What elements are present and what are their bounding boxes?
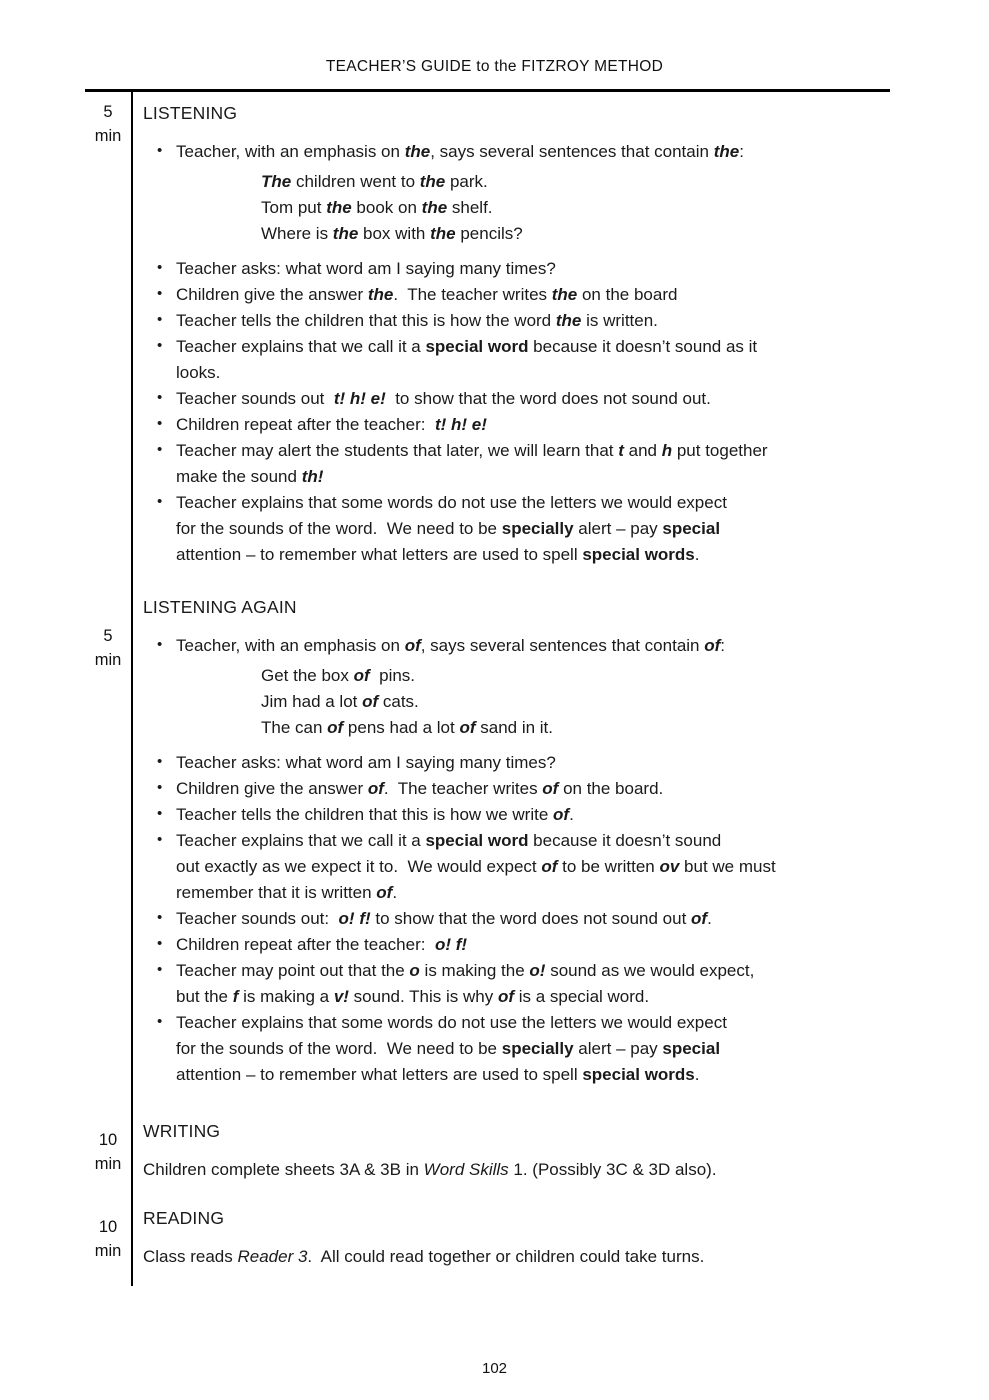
time-marker-inner — [85, 92, 131, 148]
text-run: 1. (Possibly 3C & 3D also). — [508, 1160, 717, 1179]
text-run: the — [332, 224, 359, 243]
text-run: of — [404, 636, 421, 655]
bullet-dot-icon: • — [157, 935, 163, 952]
text-run: Children give the answer — [176, 779, 368, 798]
text-run: Word Skills — [423, 1160, 509, 1179]
text-run: Teacher asks: what word am I saying many times? — [176, 753, 556, 772]
text-run: of — [542, 779, 559, 798]
section-title: WRITING — [143, 1121, 221, 1141]
text-run: but we must — [679, 857, 776, 876]
text-run: of — [497, 987, 514, 1006]
text-run: is written. — [581, 311, 658, 330]
text-run: special word — [425, 831, 529, 850]
text-run: make the sound — [176, 467, 302, 486]
text-run: park. — [445, 172, 488, 191]
bullet-dot-icon: • — [157, 779, 163, 796]
text-run: but the — [176, 987, 233, 1006]
bullet-dot-icon: • — [157, 142, 163, 159]
text-run: alert – pay — [573, 519, 663, 538]
text-run: on the board — [577, 285, 678, 304]
text-run: Teacher sounds out — [176, 389, 334, 408]
bullet-item — [143, 750, 890, 776]
time-value: 10 — [98, 1218, 118, 1236]
page-title: TEACHER’S GUIDE to the FITZROY METHOD — [325, 58, 664, 75]
text-run: , says several sentences that contain — [420, 636, 705, 655]
text-run: put together — [672, 441, 768, 460]
text-run: h — [661, 441, 673, 460]
text-run: remember that it is written — [176, 883, 377, 902]
bullet-item — [143, 386, 890, 412]
text-run: attention – to remember what letters are used to spell — [176, 545, 583, 564]
bullet-item — [143, 828, 890, 906]
text-run: special words — [582, 1065, 695, 1084]
text-run: ov — [659, 857, 680, 876]
time-value: 10 — [98, 1131, 118, 1149]
text-run: Class reads — [143, 1247, 238, 1266]
text-run: . — [694, 1065, 700, 1084]
text-run: f — [232, 987, 239, 1006]
text-run: Teacher explains that some words do not use the letters we would expect — [176, 1013, 727, 1032]
example-line — [261, 689, 890, 715]
bullet-dot-icon: • — [157, 415, 163, 432]
text-run: the — [430, 224, 456, 243]
text-run: . — [707, 909, 712, 928]
text-run: the — [419, 172, 446, 191]
text-run: Children complete sheets 3A & 3B in — [143, 1160, 424, 1179]
text-run: to be written — [557, 857, 660, 876]
text-run: Teacher explains that we call it a — [176, 831, 426, 850]
text-run: alert – pay — [573, 1039, 663, 1058]
text-run: Teacher, with an emphasis on — [176, 142, 405, 161]
text-run: because it doesn’t sound as it — [528, 337, 758, 356]
text-run: th! — [301, 467, 324, 486]
text-run: Reader 3 — [237, 1247, 308, 1266]
bullet-item — [143, 802, 890, 828]
bullet-item — [143, 1010, 890, 1088]
text-run: of — [376, 883, 393, 902]
section-content — [133, 1183, 890, 1286]
section-title: LISTENING — [143, 103, 238, 123]
text-run: specially — [501, 519, 574, 538]
text-run: of — [353, 666, 370, 685]
bullet-dot-icon: • — [157, 909, 163, 926]
text-run: Teacher sounds out: — [176, 909, 339, 928]
text-run: of — [367, 779, 384, 798]
section-reading — [85, 1183, 890, 1286]
text-run: the — [713, 142, 740, 161]
bullet-dot-icon: • — [157, 636, 163, 653]
text-run: for the sounds of the word. We need to be — [176, 519, 502, 538]
example-line — [261, 663, 890, 689]
text-run: of — [704, 636, 721, 655]
bullet-dot-icon: • — [157, 1013, 163, 1030]
text-run: of — [327, 718, 344, 737]
text-run: t — [618, 441, 624, 460]
time-unit: min — [94, 1242, 122, 1260]
text-run: of — [691, 909, 708, 928]
text-run: of — [553, 805, 570, 824]
text-run: t! h! e! — [434, 415, 487, 434]
example-line — [261, 221, 890, 247]
text-run: to show that the word does not sound out. — [385, 389, 711, 408]
text-run: special words — [582, 545, 695, 564]
text-run: . — [569, 805, 574, 824]
bullet-dot-icon: • — [157, 389, 163, 406]
text-run: attention – to remember what letters are used to spell — [176, 1065, 583, 1084]
time-marker — [85, 1088, 133, 1183]
bullet-dot-icon: • — [157, 805, 163, 822]
bullet-item — [143, 958, 890, 1010]
text-run: the — [421, 198, 448, 217]
bullet-item — [143, 490, 890, 568]
text-run: the — [555, 311, 582, 330]
text-run: : — [720, 636, 726, 655]
text-run: pens had a lot — [343, 718, 460, 737]
text-run: Teacher may point out that the — [176, 961, 410, 980]
text-run: sound. This is why — [348, 987, 498, 1006]
bullet-dot-icon: • — [157, 831, 163, 848]
example-line — [261, 169, 890, 195]
text-run: of — [459, 718, 476, 737]
text-run: . The teacher writes — [393, 285, 552, 304]
text-run: sound as we would expect, — [545, 961, 755, 980]
text-run: Tom put — [261, 198, 327, 217]
bullet-dot-icon: • — [157, 493, 163, 510]
text-run: , says several sentences that contain — [430, 142, 714, 161]
text-run: book on — [351, 198, 422, 217]
bullet-item — [143, 412, 890, 438]
section-listening — [85, 92, 890, 568]
bullet-item — [143, 282, 890, 308]
text-run: v! — [333, 987, 349, 1006]
bullet-dot-icon: • — [157, 441, 163, 458]
doc-table — [85, 92, 890, 1286]
text-run: children went to — [291, 172, 420, 191]
text-run: special — [662, 519, 721, 538]
bullet-item — [143, 256, 890, 282]
bullet-dot-icon: • — [157, 259, 163, 276]
section-text — [143, 1157, 890, 1183]
text-run: Teacher explains that we call it a — [176, 337, 426, 356]
example-line — [261, 195, 890, 221]
text-run: is making the — [419, 961, 530, 980]
time-value: 5 — [103, 627, 113, 645]
time-value: 5 — [103, 103, 113, 121]
page-number: 102 — [481, 1360, 508, 1377]
text-run: looks. — [176, 363, 221, 382]
text-run: Teacher may alert the students that later, we will learn that — [176, 441, 619, 460]
section-content — [133, 1088, 890, 1183]
bullet-dot-icon: • — [157, 285, 163, 302]
example-sentences — [261, 169, 890, 247]
bullet-dot-icon: • — [157, 961, 163, 978]
bullet-dot-icon: • — [157, 337, 163, 354]
bullet-item — [143, 139, 890, 165]
text-run: Where is — [261, 224, 333, 243]
text-run: . All could read together or children could take turns. — [307, 1247, 705, 1266]
text-run: o! f! — [338, 909, 371, 928]
text-run: and — [623, 441, 662, 460]
bullet-dot-icon: • — [157, 753, 163, 770]
text-run: . The teacher writes — [383, 779, 543, 798]
text-run: o — [409, 961, 420, 980]
bullet-dot-icon: • — [157, 311, 163, 328]
section-writing — [85, 1088, 890, 1183]
time-marker — [85, 92, 133, 568]
text-run: Jim had a lot — [261, 692, 363, 711]
section-content — [133, 568, 890, 1088]
time-marker-inner — [85, 1088, 131, 1176]
text-run: of — [541, 857, 558, 876]
text-run: the — [326, 198, 352, 217]
bullet-item — [143, 334, 890, 386]
text-run: The — [261, 172, 292, 191]
text-run: o! — [529, 961, 546, 980]
text-run: Teacher, with an emphasis on — [176, 636, 405, 655]
time-unit: min — [94, 127, 122, 145]
section-listening-again — [85, 568, 890, 1088]
text-run: . — [694, 545, 700, 564]
text-run: on the board. — [558, 779, 664, 798]
text-run: sand in it. — [475, 718, 554, 737]
text-run: The can — [261, 718, 328, 737]
section-title: LISTENING AGAIN — [143, 597, 297, 617]
example-sentences — [261, 663, 890, 741]
text-run: box with — [358, 224, 431, 243]
text-run: to show that the word does not sound out — [370, 909, 692, 928]
text-run: Teacher tells the children that this is how the word — [176, 311, 556, 330]
text-run: Teacher asks: what word am I saying many times? — [176, 259, 556, 278]
bullet-item — [143, 308, 890, 334]
text-run: because it doesn’t sound — [528, 831, 722, 850]
section-content — [133, 92, 890, 568]
text-run: Teacher explains that some words do not use the letters we would expect — [176, 493, 727, 512]
text-run: pins. — [369, 666, 416, 685]
text-run: Children repeat after the teacher: — [176, 415, 435, 434]
text-run: Children repeat after the teacher: — [176, 935, 435, 954]
text-run: out exactly as we expect it to. We would expect — [176, 857, 542, 876]
text-run: Children give the answer — [176, 285, 368, 304]
text-run: for the sounds of the word. We need to be — [176, 1039, 502, 1058]
text-run: . — [392, 883, 398, 902]
text-run: Teacher tells the children that this is how we write — [176, 805, 554, 824]
bullet-item — [143, 932, 890, 958]
text-run: pencils? — [455, 224, 523, 243]
time-marker — [85, 1183, 133, 1286]
bullet-item — [143, 776, 890, 802]
text-run: o! f! — [434, 935, 468, 954]
text-run: t! h! e! — [333, 389, 386, 408]
text-run: the — [404, 142, 431, 161]
section-title: READING — [143, 1208, 225, 1228]
section-text — [143, 1244, 890, 1270]
text-run: special word — [425, 337, 529, 356]
text-run: special — [662, 1039, 721, 1058]
time-marker-inner — [85, 568, 131, 672]
text-run: Get the box — [261, 666, 354, 685]
text-run: the — [551, 285, 578, 304]
example-line — [261, 715, 890, 741]
bullet-item — [143, 438, 890, 490]
text-run: is making a — [238, 987, 334, 1006]
text-run: : — [739, 142, 744, 161]
bullet-item — [143, 906, 890, 932]
text-run: of — [362, 692, 379, 711]
text-run: specially — [501, 1039, 574, 1058]
time-unit: min — [94, 1155, 122, 1173]
time-unit: min — [94, 651, 122, 669]
text-run: is a special word. — [513, 987, 650, 1006]
time-marker-inner — [85, 1183, 131, 1263]
bullet-item — [143, 633, 890, 659]
text-run: the — [367, 285, 394, 304]
time-marker — [85, 568, 133, 1088]
text-run: cats. — [378, 692, 419, 711]
text-run: shelf. — [447, 198, 493, 217]
